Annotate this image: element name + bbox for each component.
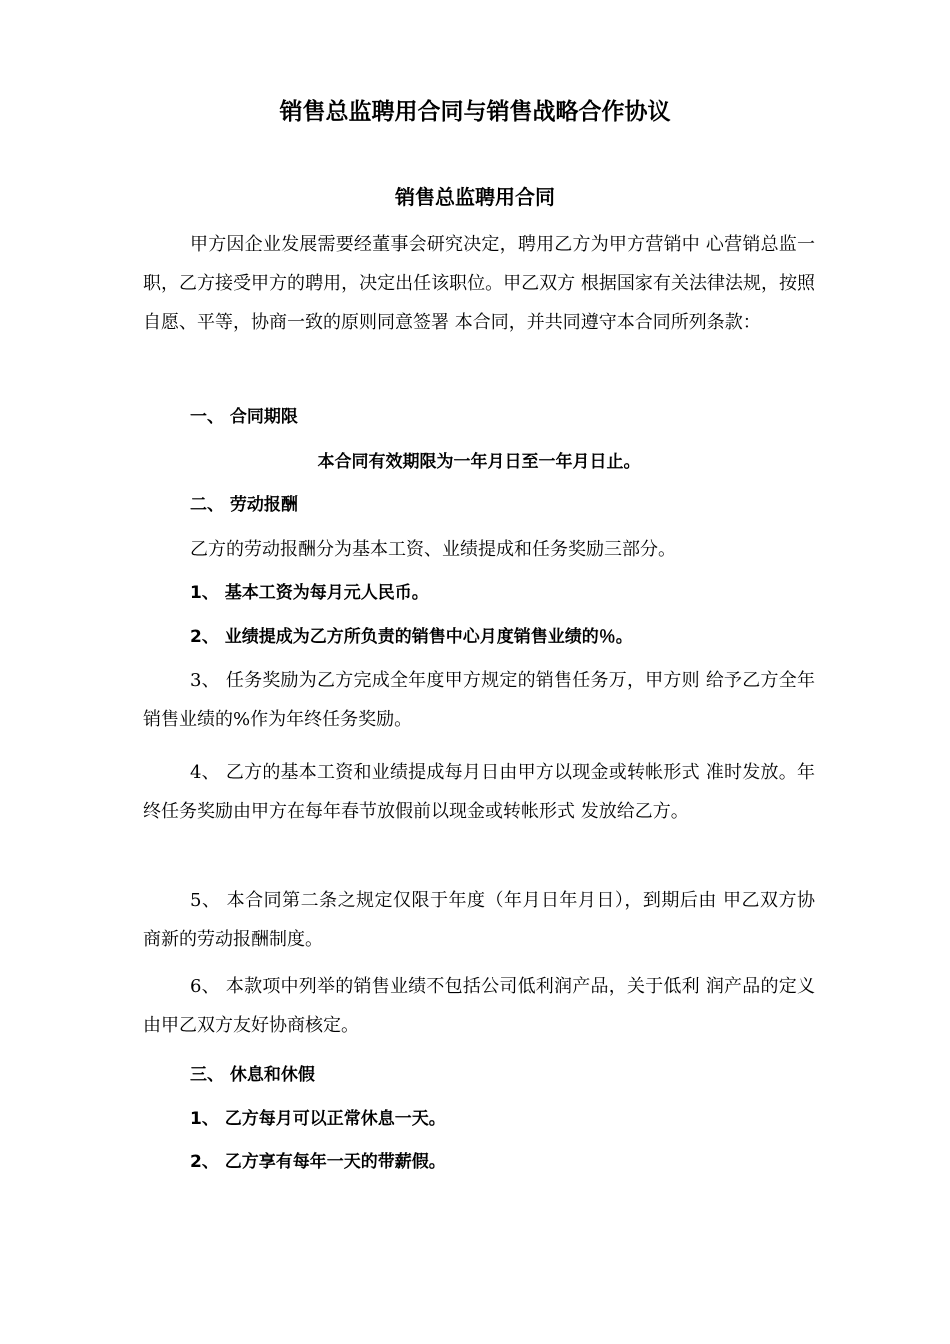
section3-item1: 1、 乙方每月可以正常休息一天。 — [190, 1109, 446, 1129]
intro-paragraph: 甲方因企业发展需要经董事会研究决定，聘用乙方为甲方营销中 心营销总监一职，乙方接受甲方的聘用，决定出任该职位。甲乙双方 根据国家有关法律法规，按照自愿、平等，协商一致的原则同意签署 本合同，并共同遵守本合同所列条款： — [143, 234, 815, 333]
section2-item5: 5、 本合同第二条之规定仅限于年度（年月日年月日），到期后由 甲乙双方协商新的劳动报酬制度。 — [143, 890, 815, 950]
section2-item6: 6、 本款项中列举的销售业绩不包括公司低利润产品，关于低利 润产品的定义由甲乙双方友好协商核定。 — [143, 976, 815, 1036]
contract-subtitle: 销售总监聘用合同 — [395, 185, 555, 209]
document-title: 销售总监聘用合同与销售战略合作协议 — [279, 99, 671, 125]
section1-text: 本合同有效期限为一年月日至一年月日止。 — [317, 452, 641, 472]
section3-heading: 三、 休息和休假 — [190, 1065, 315, 1085]
section2-heading: 二、 劳动报酬 — [190, 495, 298, 515]
section2-item2: 2、 业绩提成为乙方所负责的销售中心月度销售业绩的％。 — [190, 627, 633, 647]
section2-intro: 乙方的劳动报酬分为基本工资、业绩提成和任务奖励三部分。 — [190, 539, 676, 560]
section2-item3: 3、 任务奖励为乙方完成全年度甲方规定的销售任务万，甲方则 给予乙方全年销售业绩的%作为年终任务奖励。 — [143, 670, 815, 730]
section1-heading: 一、 合同期限 — [190, 407, 298, 427]
section2-item1: 1、 基本工资为每月元人民币。 — [190, 583, 429, 603]
section2-item4: 4、 乙方的基本工资和业绩提成每月日由甲方以现金或转帐形式 准时发放。年终任务奖励由甲方在每年春节放假前以现金或转帐形式 发放给乙方。 — [143, 762, 815, 822]
section3-item2: 2、 乙方享有每年一天的带薪假。 — [190, 1152, 446, 1172]
